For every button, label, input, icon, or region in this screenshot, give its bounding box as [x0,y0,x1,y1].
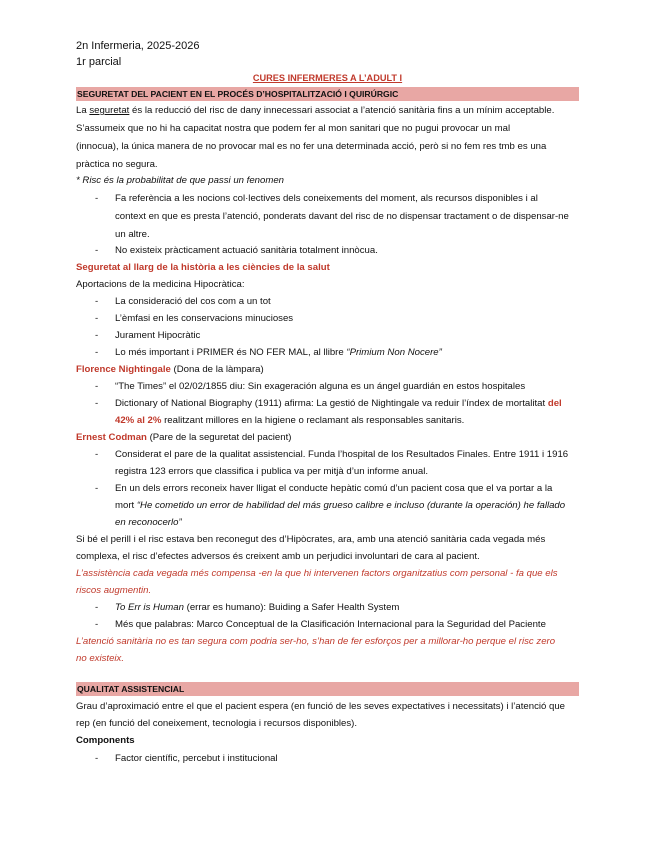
bullet-marker: - [95,602,99,613]
bullet-marker: - [95,381,99,392]
list-item-cont: registra 123 errors que classifica i publica va per mitjà d’un informe anual. [115,466,429,477]
list-item-cont: mort “He cometido un error de habilidad del más grueso calibre e incluso (durante la operación) he fallado [115,500,566,511]
list-item-cont: un altre. [115,229,150,240]
history-heading: Seguretat al llarg de la història a les ciències de la salut [76,262,330,273]
term-seguretat: seguretat [89,105,130,116]
bullet-marker: - [95,330,99,341]
course-line: 2n Infermeria, 2025-2026 [76,40,200,52]
list-item: Lo més important i PRIMER és NO FER MAL, al llibre “Primium Non Nocere” [115,347,442,358]
paragraph-line: Si bé el perill i el risc estava ben reconegut des d’Hipòcrates, ara, amb una atenció sanitària cada vegada més [76,534,546,545]
paragraph-definition: La seguretat és la reducció del risc de dany innecessari associat a l’atenció sanitària fins a un mínim acceptable. [76,105,555,116]
bullet-marker: - [95,193,99,204]
components-heading: Components [76,735,135,746]
term-line: 1r parcial [76,56,122,68]
list-item: Factor científic, percebut i institucional [115,753,278,764]
list-item-cont: en reconocerlo” [115,517,182,528]
bullet-marker: - [95,483,99,494]
list-item: Més que palabras: Marco Conceptual de la Clasificación Internacional para la Seguridad del Paciente [115,619,546,630]
list-item: Dictionary of National Biography (1911) afirma: La gestió de Nightingale va reduir l’índex de mortalitat del [115,398,562,409]
codman-heading: Ernest Codman (Pare de la seguretat del pacient) [76,432,292,443]
list-item: En un dels errors reconeix haver lligat el conducte hepàtic comú d’un pacient cosa que el va portar a la [115,483,553,494]
list-item: La consideració del cos com a un tot [115,296,271,307]
document-title: CURES INFERMERES A L’ADULT I [252,73,403,83]
highlight-line: L’assistència cada vegada més compensa -en la que hi intervenen factors organitzatius com personal - fa que els [76,568,558,579]
paragraph-line: S’assumeix que no hi ha capacitat nostra que podem fer al mon sanitari que no pugui provocar un mal [76,123,511,134]
paragraph-line: rep (en funció del coneixement, tecnologia i recursos disponibles). [76,718,358,729]
paragraph-line: pràctica no segura. [76,159,158,170]
bullet-marker: - [95,398,99,409]
list-item: L’èmfasi en les conservacions minucioses [115,313,294,324]
bullet-marker: - [95,313,99,324]
highlight-line: riscos augmentin. [76,585,152,596]
highlight-line: L’atenció sanitària no es tan segura com podria ser-ho, s’han de fer esforços per a millorar-ho perque el risc zero [76,636,556,647]
hippocratic-intro: Aportacions de la medicina Hipocràtica: [76,279,245,290]
list-item-cont: context en que es presta l’atenció, ponderats davant del risc de no dispensar tractament o de dispensar-ne [115,211,569,222]
bullet-marker: - [95,449,99,460]
bullet-marker: - [95,619,99,630]
bullet-marker: - [95,296,99,307]
list-item: No existeix pràcticament actuació sanitària totalment innòcua. [115,245,378,256]
bullet-marker: - [95,245,99,256]
paragraph-line: Grau d’aproximació entre el que el pacient espera (en funció de les seves expectatives i necessitats) i l’atenció que [76,701,566,712]
list-item: Jurament Hipocràtic [115,330,201,341]
section-heading-qualitat: QUALITAT ASSISTENCIAL [76,682,579,696]
list-item: Considerat el pare de la qualitat assistencial. Funda l’hospital de los Resultados Finales. Entre 1911 i 1916 [115,449,569,460]
risk-note: * Risc és la probabilitat de que passi un fenomen [76,175,284,186]
highlight-line: no existeix. [76,653,124,664]
list-item: To Err is Human (errar es humano): Buiding a Safer Health System [115,602,400,613]
paragraph-line: (innocua), la única manera de no provocar mal es no fer una determinada acció, però si no fem res tmb es una [76,141,547,152]
list-item: “The Times” el 02/02/1855 diu: Sin exageración alguna es un ángel guardián en estos hospitales [115,381,526,392]
bullet-marker: - [95,347,99,358]
list-item-cont: 42% al 2% realitzant millores en la higiene o reclamant als responsables sanitaris. [115,415,465,426]
paragraph-line: complexa, el risc d’efectes adversos és creixent amb un perjudici involuntari de cara al pacient. [76,551,480,562]
section-heading-seguretat: SEGURETAT DEL PACIENT EN EL PROCÉS D’HOSPITALITZACIÓ I QUIRÚRGIC [76,87,579,101]
list-item: Fa referència a les nocions col·lectives dels coneixements del moment, als recursos disponibles i al [115,193,538,204]
nightingale-heading: Florence Nightingale (Dona de la làmpara) [76,364,264,375]
bullet-marker: - [95,753,99,764]
